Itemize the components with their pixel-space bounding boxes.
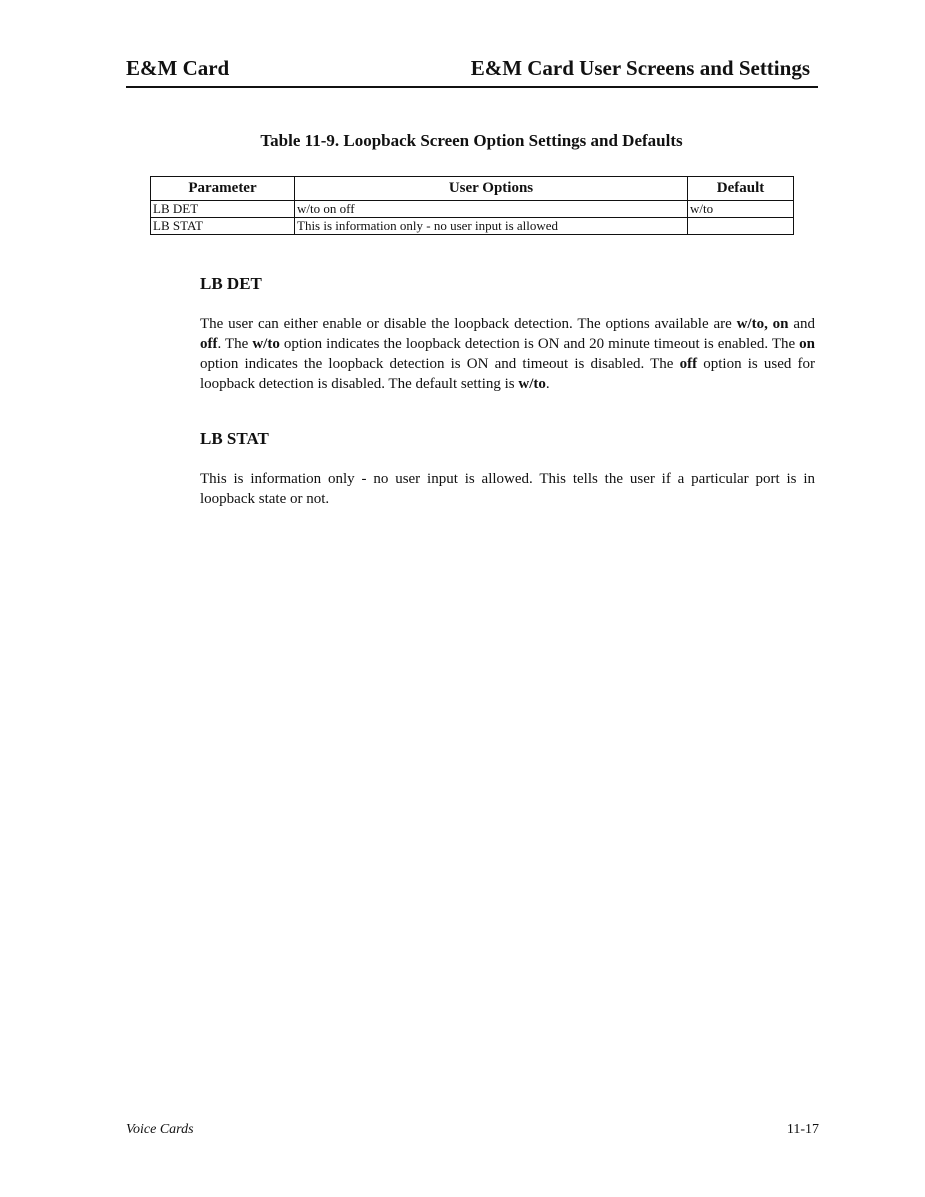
table-row	[151, 218, 794, 235]
text-run: .	[545, 376, 550, 392]
column-header-parameter: Parameter	[151, 177, 295, 201]
text-run: option indicates the loopback detection is ON and 20 minute timeout is enabled. The	[279, 336, 800, 352]
table-cell	[688, 218, 794, 235]
table-cell: w/to on off	[295, 201, 688, 218]
option-w-to: w/to	[252, 336, 280, 352]
lb-stat-description: This is information only - no user input is allowed. This tells the user if a particular port is in loopback state or not.	[200, 471, 815, 507]
option-on: on	[772, 316, 789, 332]
table-cell: LB DET	[151, 201, 295, 218]
options-table	[150, 176, 794, 235]
table-header-row	[151, 177, 794, 201]
section-title: E&M Card User Screens and Settings	[470, 56, 810, 80]
table-title: Table 11-9. Loopback Screen Option Settings and Defaults	[260, 131, 683, 150]
lb-det-description	[200, 314, 815, 394]
column-header-user-options: User Options	[295, 177, 688, 201]
option-off: off	[679, 356, 698, 372]
option-w-to: w/to	[736, 316, 765, 332]
page-header	[126, 52, 818, 88]
option-off: off	[200, 336, 218, 352]
text-run: option is used for loopback detection is disabled. The default setting is	[200, 356, 815, 392]
table-row	[151, 201, 794, 218]
table-cell: w/to	[688, 201, 794, 218]
text-run: . The	[217, 336, 253, 352]
option-on: on	[799, 336, 815, 352]
text-run: and	[788, 316, 815, 332]
footer-book-title: Voice Cards	[126, 1122, 194, 1137]
text-run: ,	[764, 316, 773, 332]
table-cell: This is information only - no user input is allowed	[295, 218, 688, 235]
section-heading-lb-det: LB DET	[200, 274, 262, 293]
text-run: option indicates the loopback detection is ON and timeout is disabled. The	[200, 356, 680, 372]
text-run: The user can either enable or disable the loopback detection. The options available are	[200, 316, 737, 332]
page-number: 11-17	[786, 1122, 819, 1137]
option-w-to: w/to	[518, 376, 546, 392]
column-header-default: Default	[688, 177, 794, 201]
section-heading-lb-stat: LB STAT	[200, 429, 269, 448]
table-cell: LB STAT	[151, 218, 295, 235]
chapter-title: E&M Card	[126, 56, 230, 80]
